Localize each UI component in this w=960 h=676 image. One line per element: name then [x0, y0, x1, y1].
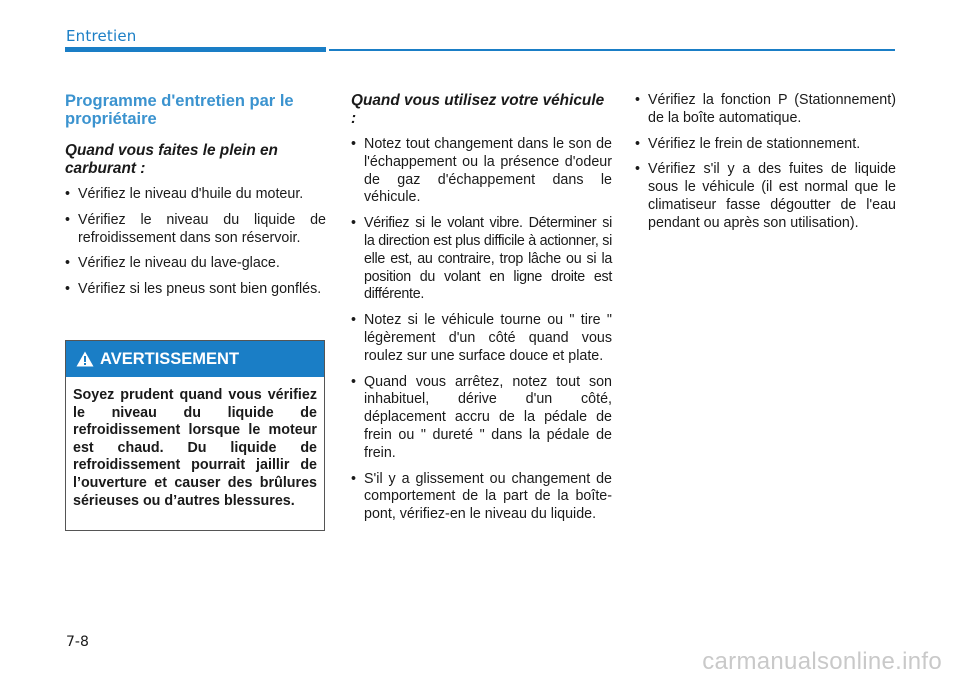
- header-rule-thick: [65, 47, 326, 52]
- column-right: [635, 92, 896, 241]
- list-item: • Vérifiez le frein de stationnement.: [635, 136, 896, 154]
- list-item: • Vérifiez le niveau du lave-glace.: [65, 255, 326, 273]
- list-item: • Vérifiez s'il y a des fuites de liquide sous le véhicule (il est normal que le climatiseur fasse dégoutter de l'eau pendant ou après son utilisation).: [635, 161, 896, 232]
- page-number: 7-8: [66, 634, 89, 650]
- warning-title: AVERTISSEMENT: [100, 349, 240, 368]
- warning-triangle-icon: [76, 351, 94, 367]
- subtitle-refuel: Quand vous faites le plein en carburant :: [65, 142, 278, 177]
- list-item: • Quand vous arrêtez, notez tout son inhabituel, dérive d'un côté, déplacement accru de la pédale de frein ou " dureté " dans la pédale de frein.: [351, 374, 612, 463]
- warning-text: Soyez prudent quand vous vérifiez le niveau du liquide de refroidissement lorsque le moteur est chaud. Du liquide de refroidissement pourrait jaillir de l’ouverture et causer des brûlures sérieuses ou d’autres blessures.: [73, 387, 317, 509]
- list-item: • S'il y a glissement ou changement de comportement de la part de la boîte-pont, vérifiez-en le niveau du liquide.: [351, 471, 612, 524]
- list-item: • Vérifiez le niveau du liquide de refroidissement dans son réservoir.: [65, 212, 326, 248]
- column-left: [65, 92, 326, 307]
- column-middle: [351, 92, 612, 532]
- list-item: • Vérifiez si les pneus sont bien gonflés.: [65, 281, 326, 299]
- header-label: Entretien: [66, 27, 137, 45]
- list-item: • Vérifiez la fonction P (Stationnement) de la boîte automatique.: [635, 92, 896, 128]
- list-item: • Notez si le véhicule tourne ou " tire " légèrement d'un côté quand vous roulez sur une surface douce et plate.: [351, 312, 612, 365]
- refuel-checklist: [65, 186, 326, 299]
- warning-header: [66, 341, 324, 377]
- watermark: carmanualsonline.info: [702, 648, 942, 675]
- header-rule-thin: [329, 49, 895, 51]
- additional-checklist: [635, 92, 896, 233]
- list-item: • Notez tout changement dans le son de l'échappement ou la présence d'odeur de gaz d'échappement dans le véhicule.: [351, 136, 612, 207]
- section-title: Programme d'entretien par le propriétaire: [65, 92, 294, 128]
- driving-checklist: [351, 136, 612, 524]
- subtitle-driving: Quand vous utilisez votre véhicule :: [351, 92, 605, 127]
- list-item: • Vérifiez le niveau d'huile du moteur.: [65, 186, 326, 204]
- warning-box: [65, 340, 325, 531]
- list-item: • Vérifiez si le volant vibre. Déterminer si la direction est plus difficile à actionner, si elle est, au contraire, trop lâche ou si la position du volant en ligne droite est différente.: [351, 215, 612, 304]
